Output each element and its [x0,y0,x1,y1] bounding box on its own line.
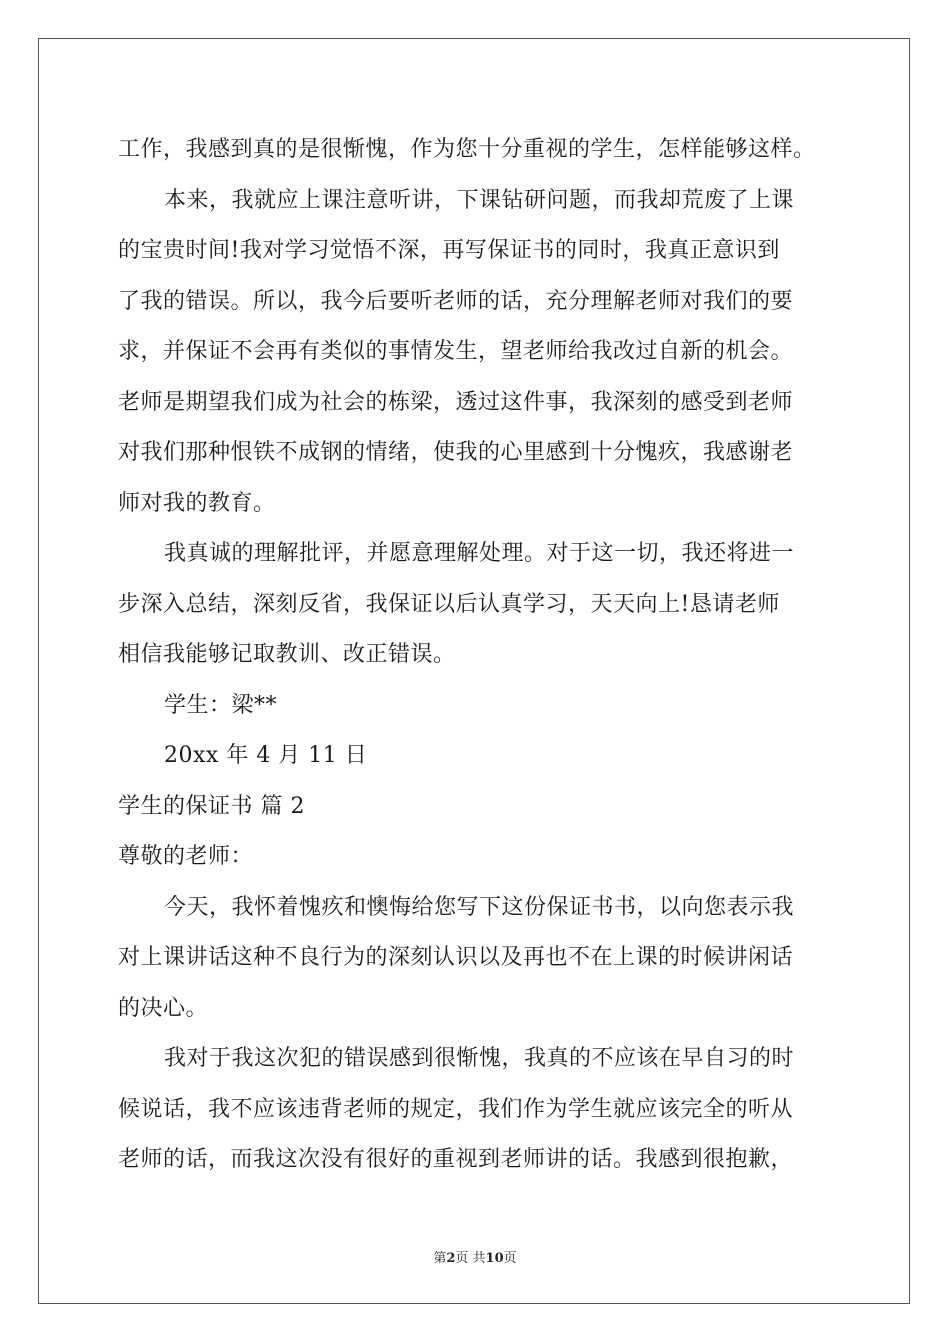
text-line: 相信我能够记取教训、改正错误。 [118,642,456,667]
text-line: 了我的错误。所以，我今后要听老师的话，充分理解老师对我们的要 [118,288,794,314]
text-line: 今天，我怀着愧疚和懊悔给您写下这份保证书书，以向您表示我 [164,894,795,920]
footer-suffix: 页 [503,1251,517,1266]
text-line: 工作，我感到真的是很惭愧，作为您十分重视的学生，怎样能够这样。 [118,137,816,162]
text-line: 的宝贵时间!我对学习觉悟不深，再写保证书的同时，我真正意识到 [118,238,780,263]
document-body [118,125,838,1186]
text-line: 对上课讲话这种不良行为的深刻认识以及再也不在上课的时候讲闲话 [118,945,794,970]
text-line: 学生的保证书 篇 2 [118,793,305,819]
text-line: 20xx 年 4 月 11 日 [164,743,368,768]
footer-prefix: 第 [433,1251,447,1266]
text-line: 的决心。 [118,995,209,1021]
footer-middle: 页 共 [455,1251,486,1266]
text-line: 对我们那种恨铁不成钢的情绪，使我的心里感到十分愧疚，我感谢老 [118,440,794,465]
text-line: 我对于我这次犯的错误感到很惭愧，我真的不应该在早自习的时 [164,1046,795,1071]
text-line: 步深入总结，深刻反省，我保证以后认真学习，天天向上!恳请老师 [118,591,780,617]
page-footer [0,1247,950,1266]
footer-page-number: 2 [446,1251,456,1266]
text-line: 师对我的教育。 [118,490,276,516]
text-line: 老师的话，而我这次没有很好的重视到老师讲的话。我感到很抱歉， [118,1147,794,1172]
text-line: 求，并保证不会再有类似的事情发生，望老师给我改过自新的机会。 [118,339,794,364]
text-line: 尊敬的老师： [118,844,254,869]
text-line: 我真诚的理解批评，并愿意理解处理。对于这一切，我还将进一 [164,541,795,566]
footer-total-pages: 10 [485,1251,504,1266]
text-line: 本来，我就应上课注意听讲，下课钻研问题，而我却荒废了上课 [164,187,795,213]
text-line: 老师是期望我们成为社会的栋梁，透过这件事，我深刻的感受到老师 [118,389,794,415]
text-line: 候说话，我不应该违背老师的规定，我们作为学生就应该完全的听从 [118,1096,794,1122]
text-line: 学生：梁** [164,692,278,718]
